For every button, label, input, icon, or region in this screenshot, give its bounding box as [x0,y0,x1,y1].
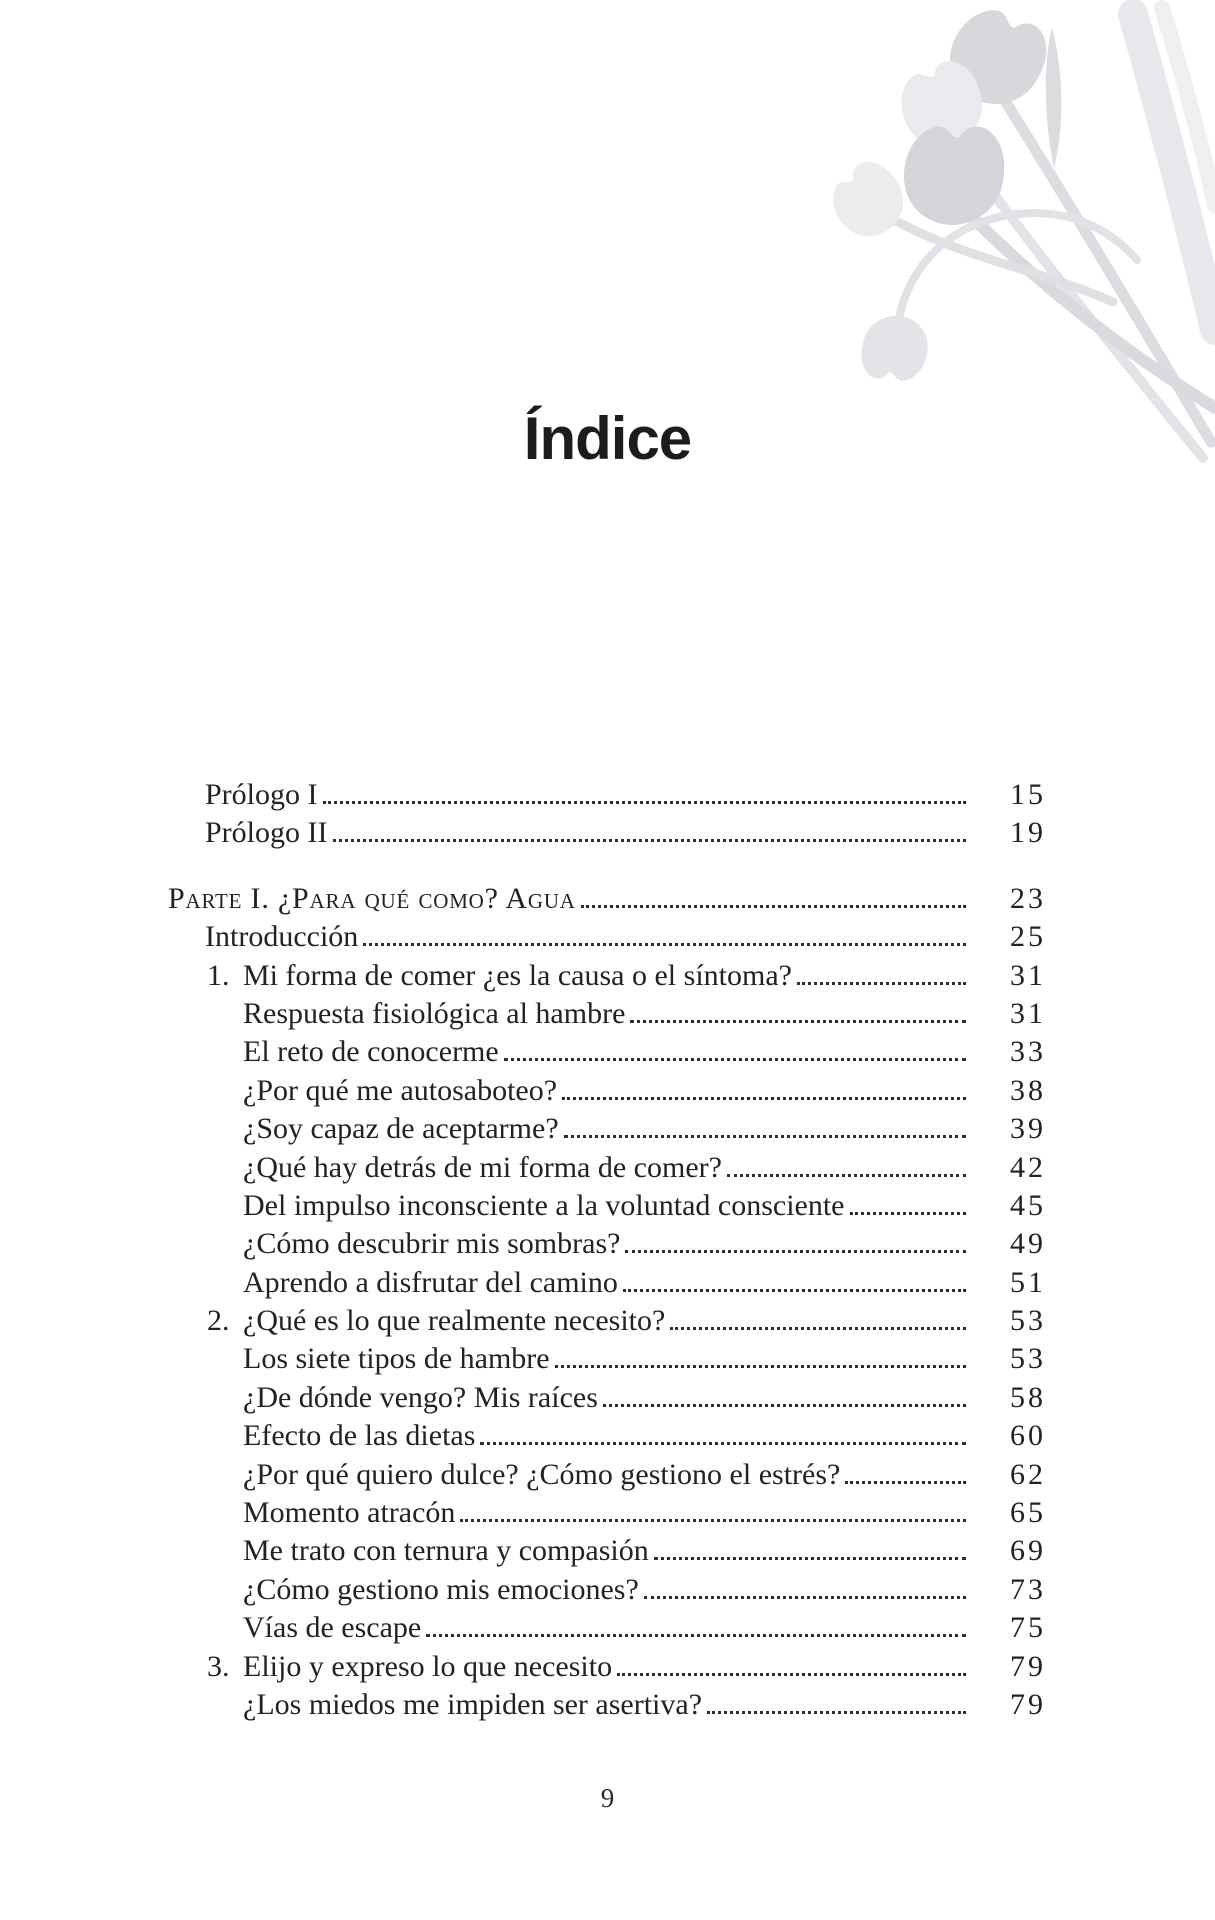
dot-leader [363,943,966,946]
dot-leader [426,1634,966,1637]
toc-entry-label: Elijo y expreso lo que necesito [243,1649,613,1683]
toc-entry [168,776,1046,814]
toc-entry-number: 2. [207,1304,230,1338]
toc-entry-label: ¿Por qué me autosaboteo? [243,1073,558,1107]
toc-entry [168,1302,1046,1340]
toc-entry [168,1532,1046,1570]
toc-entry [168,1648,1046,1686]
page-title: Índice [523,405,692,472]
toc-entry-page-number: 69 [1010,1534,1046,1568]
tulip-flower [820,152,917,249]
toc-entry [168,918,1046,956]
toc-entry-page-number: 62 [1010,1457,1046,1491]
toc-entry-page-number: 45 [1010,1188,1046,1222]
toc-entry [168,1187,1046,1225]
toc-entry [168,1571,1046,1609]
toc-entry-label: Mi forma de comer ¿es la causa o el síntoma? [243,958,792,992]
toc-entry-page-number: 49 [1010,1227,1046,1261]
toc-entry-page-number: 79 [1010,1687,1046,1721]
toc-entry-number: 1. [207,958,230,992]
dot-leader [727,1174,966,1177]
toc-entry [168,1417,1046,1455]
leaf [1046,28,1062,168]
toc-entry [168,1686,1046,1724]
dot-leader [707,1711,966,1714]
toc-entry-label: Momento atracón [243,1496,456,1530]
toc-entry-label: Parte I. ¿Para qué como? Agua [168,881,576,915]
toc-entry-label: ¿Cómo descubrir mis sombras? [243,1227,621,1261]
toc-entry [168,1340,1046,1378]
dot-leader [562,1097,966,1100]
stem [877,210,1113,302]
dot-leader [617,1673,966,1676]
tulip-flower [891,54,993,156]
toc-entry-label: El reto de conocerme [243,1035,499,1069]
toc-entry [168,995,1046,1033]
toc-entry-label: ¿Qué hay detrás de mi forma de comer? [243,1150,722,1184]
dot-leader [850,1212,967,1215]
toc-entry-label: Introducción [205,920,359,954]
dot-leader [654,1557,966,1560]
toc-entry-page-number: 23 [1010,881,1046,915]
toc-entry [168,814,1046,852]
toc-entry-label: ¿Qué es lo que realmente necesito? [243,1304,666,1338]
toc-entry [168,1379,1046,1417]
toc-entry-label: Respuesta fisiológica al hambre [243,996,626,1030]
toc-entry-label: Efecto de las dietas [243,1419,476,1453]
toc-entry-page-number: 33 [1010,1035,1046,1069]
toc-entry-number: 3. [207,1649,230,1683]
toc-entry-page-number: 25 [1010,920,1046,954]
toc-entry-label: Prólogo II [205,816,328,850]
dot-leader [845,1481,966,1484]
toc-entry [168,1110,1046,1148]
toc-entry-page-number: 38 [1010,1073,1046,1107]
dot-leader [670,1327,966,1330]
dot-leader [555,1365,966,1368]
stem [995,85,1211,442]
toc-entry [168,957,1046,995]
toc-entry-page-number: 19 [1010,816,1046,850]
toc-entry-label: Del impulso inconsciente a la voluntad consciente [243,1188,845,1222]
dot-leader [460,1519,966,1522]
toc-entry-page-number: 75 [1010,1611,1046,1645]
dot-leader [797,982,966,985]
toc-entry [168,880,1046,918]
toc-entry [168,1609,1046,1647]
dot-leader [480,1442,966,1445]
toc-entry-page-number: 39 [1010,1112,1046,1146]
toc-entry-label: Me trato con ternura y compasión [243,1534,649,1568]
toc-entry [168,1033,1046,1071]
toc-entry-page-number: 65 [1010,1496,1046,1530]
dot-leader [603,1404,966,1407]
toc-entry-label: ¿Soy capaz de aceptarme? [243,1112,559,1146]
dot-leader [564,1135,966,1138]
toc-entry-page-number: 31 [1010,958,1046,992]
dot-leader [581,905,966,908]
stem [1162,8,1215,205]
toc-entry [168,1494,1046,1532]
dot-leader [323,801,967,804]
dot-leader [333,839,967,842]
toc-entry-page-number: 53 [1010,1304,1046,1338]
toc-entry-page-number: 73 [1010,1572,1046,1606]
toc-entry-page-number: 31 [1010,996,1046,1030]
toc-entry-label: Los siete tipos de hambre [243,1342,550,1376]
tulip-flower [899,119,1009,230]
toc-entry-label: Prólogo I [205,778,318,811]
dot-leader [504,1058,966,1061]
stem [897,213,1137,332]
dot-leader [630,1020,966,1023]
toc-entry-label: ¿Por qué quiero dulce? ¿Cómo gestiono el estrés? [243,1457,841,1491]
toc-entry [168,1149,1046,1187]
toc-entry [168,1456,1046,1494]
toc-entry-label: Aprendo a disfrutar del camino [243,1265,618,1299]
toc-entry-page-number: 42 [1010,1150,1046,1184]
toc-list [168,776,1046,1724]
toc-entry-label: ¿Cómo gestiono mis emociones? [243,1572,639,1606]
toc-entry-label: ¿De dónde vengo? Mis raíces [243,1380,598,1414]
toc-entry-page-number: 51 [1010,1265,1046,1299]
tulip-flower [856,309,933,387]
tulip-flower [934,0,1059,121]
toc-entry [168,1072,1046,1110]
dot-leader [625,1250,966,1253]
stem [955,200,1215,408]
toc-entry-page-number: 58 [1010,1380,1046,1414]
toc-entry-page-number: 79 [1010,1649,1046,1683]
toc-entry-page-number: 60 [1010,1419,1046,1453]
toc-entry-page-number: 15 [1010,778,1046,811]
folio-page-number: 9 [600,1783,615,1813]
toc-entry-label: Vías de escape [243,1611,422,1645]
dot-leader [623,1289,966,1292]
toc-entry [168,1264,1046,1302]
toc-entry-page-number: 53 [1010,1342,1046,1376]
toc-entry-label: ¿Los miedos me impiden ser asertiva? [243,1687,703,1721]
toc-entry [168,1225,1046,1263]
stem [1133,14,1215,330]
dot-leader [644,1596,966,1599]
